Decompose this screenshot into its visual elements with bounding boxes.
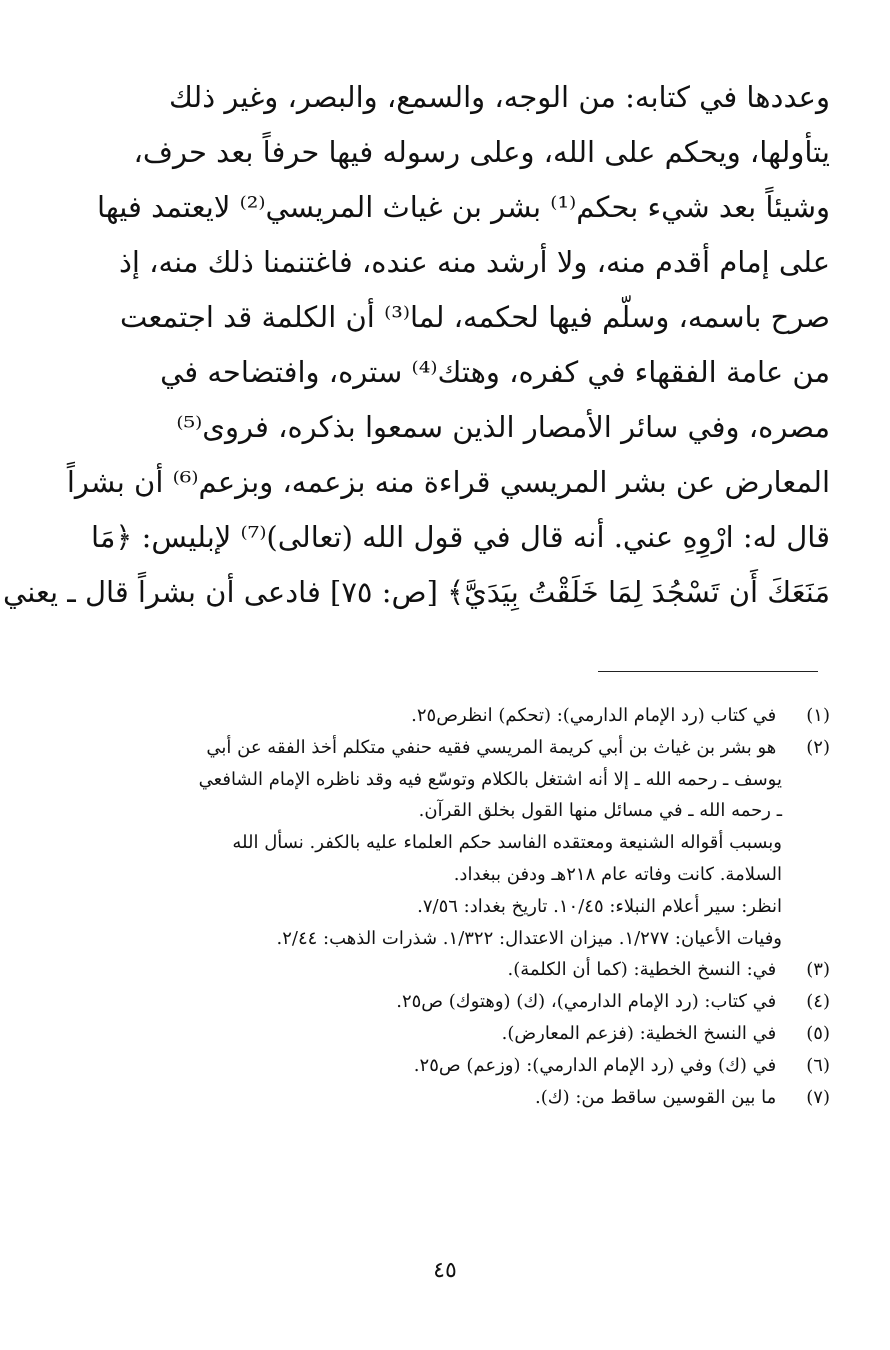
main-line-8: المعارض عن بشر المريسي قراءة منه بزعمه، وبزعم⁽⁶⁾ أن بشراً <box>66 465 830 499</box>
page-number: ٤٥ <box>433 1258 457 1283</box>
main-line-7: مصره، وفي سائر الأمصار الذين سمعوا بذكره، فروى⁽⁵⁾ <box>176 410 830 444</box>
footnote-1 <box>130 700 830 732</box>
footnote-number: (٤) <box>806 991 830 1013</box>
footnote-2-line-2: يوسف ـ رحمه الله ـ إلا أنه اشتغل بالكلام وتوسّع فيه وقد ناظره الإمام الشافعي <box>198 768 782 790</box>
footnotes <box>130 700 830 1113</box>
footnote-text: في (ك) وفي (رد الإمام الدارمي): (وزعم) ص٢٥. <box>413 1054 777 1076</box>
main-line-6: من عامة الفقهاء في كفره، وهتك⁽⁴⁾ ستره، وافتضاحه في <box>160 355 830 389</box>
main-line-4: على إمام أقدم منه، ولا أرشد منه عنده، فاغتنمنا ذلك منه، إذ <box>118 245 830 279</box>
footnote-2-line-3: ـ رحمه الله ـ في مسائل منها القول بخلق القرآن. <box>418 800 782 822</box>
footnote-number: (٥) <box>806 1022 830 1044</box>
footnote-number: (١) <box>806 705 830 726</box>
footnote-2-line-5: السلامة. كانت وفاته عام ٢١٨هـ ودفن ببغداد. <box>453 863 782 885</box>
footnote-text: ما بين القوسين ساقط من: (ك). <box>535 1086 777 1108</box>
footnote-number: (٣) <box>806 959 830 981</box>
footnote-4 <box>130 986 830 1018</box>
footnote-6 <box>130 1050 830 1082</box>
footnote-number: (٧) <box>806 1086 830 1108</box>
footnote-text: في: النسخ الخطية: (كما أن الكلمة). <box>507 959 777 981</box>
footnote-separator <box>598 671 818 672</box>
footnote-7 <box>130 1082 830 1114</box>
footnote-number: (٦) <box>806 1054 830 1076</box>
footnote-text: في النسخ الخطية: (فزعم المعارض). <box>501 1022 777 1044</box>
main-line-3: وشيئاً بعد شيء بحكم⁽¹⁾ بشر بن غياث المريسي⁽²⁾ لايعتمد فيها <box>97 190 830 224</box>
footnote-2-line-4: وبسبب أقواله الشنيعة ومعتقده الفاسد حكم العلماء عليه بالكفر. نسأل الله <box>232 832 782 854</box>
footnote-2-references-2: وفيات الأعيان: ١/٢٧٧. ميزان الاعتدال: ١/٣٢٢. شذرات الذهب: ٢/٤٤. <box>276 927 782 949</box>
footnote-text: هو بشر بن غياث بن أبي كريمة المريسي فقيه حنفي متكلم أخذ الفقه عن أبي <box>206 736 777 758</box>
footnote-text: في كتاب: (رد الإمام الدارمي)، (ك) (وهتوك) ص٢٥. <box>396 991 777 1013</box>
footnote-5 <box>130 1018 830 1050</box>
main-line-5: صرح باسمه، وسلّم فيها لحكمه، لما⁽³⁾ أن الكلمة قد اجتمعت <box>119 300 830 334</box>
main-line-1: وعددها في كتابه: من الوجه، والسمع، والبصر، وغير ذلك <box>168 80 830 114</box>
footnote-2 <box>130 732 830 764</box>
main-line-2: يتأولها، ويحكم على الله، وعلى رسوله فيها حرفاً بعد حرف، <box>133 135 830 169</box>
footnote-2-references-1: انظر: سير أعلام النبلاء: ١٠/٤٥. تاريخ بغداد: ٧/٥٦. <box>417 895 782 917</box>
footnote-text: في كتاب (رد الإمام الدارمي): (تحكم) انظرص٢٥. <box>411 705 777 726</box>
main-text <box>3 70 830 620</box>
main-line-9: قال له: ارْوِهِ عني. أنه قال في قول الله (تعالى)⁽⁷⁾ لإبليس: ﴿مَا <box>91 520 830 554</box>
footnote-3 <box>130 954 830 986</box>
main-line-10: مَنَعَكَ أَن تَسْجُدَ لِمَا خَلَقْتُ بِيَدَيَّ﴾ [ص: ٧٥] فادعى أن بشراً قال ـ يعني <box>3 575 830 609</box>
footnote-number: (٢) <box>806 736 830 758</box>
